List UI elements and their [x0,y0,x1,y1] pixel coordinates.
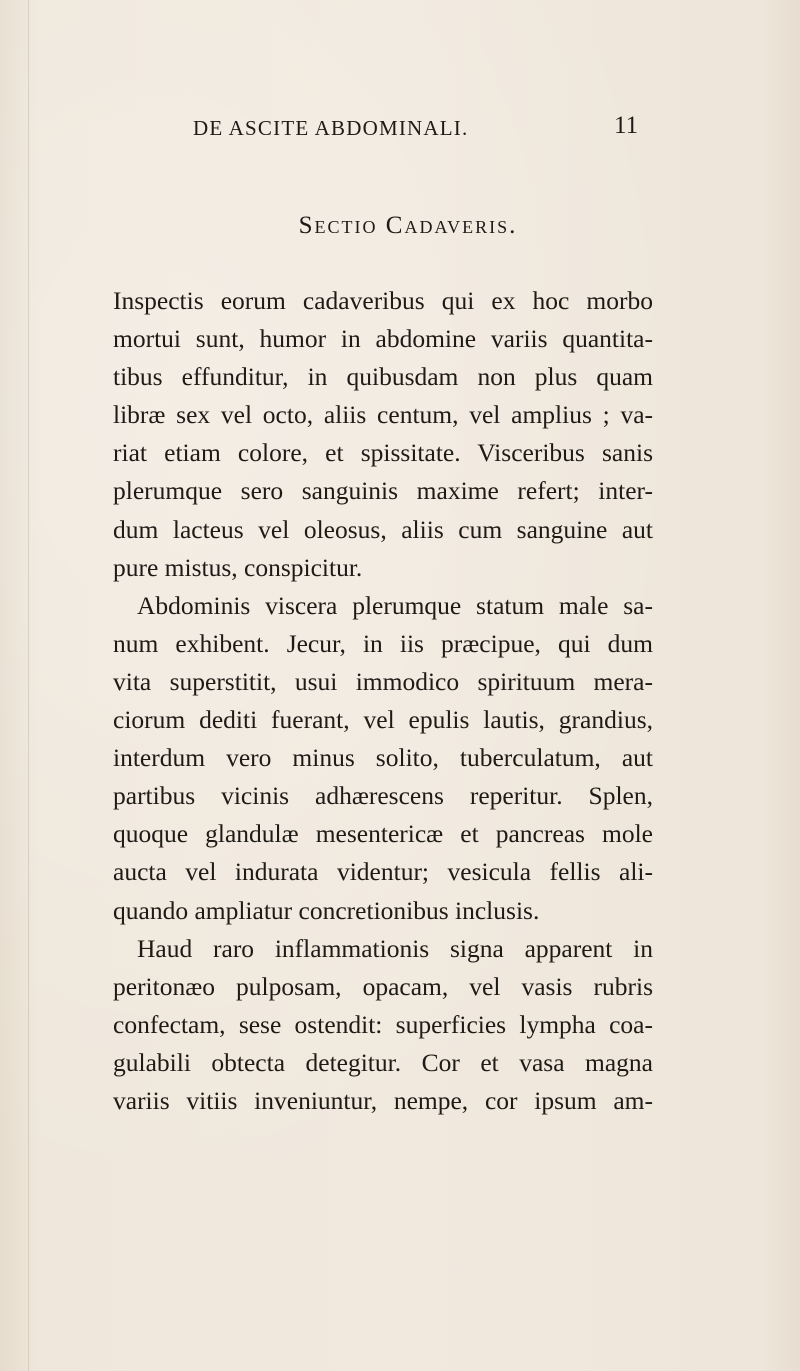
text-line: libræ sex vel octo, aliis centum, vel amplius ; va- [113,400,653,430]
text-line: num exhibent. Jecur, in iis præcipue, qui dum [113,628,653,658]
text-line: dum lacteus vel oleosus, aliis cum sanguine aut [113,514,653,544]
text-line: ciorum dediti fuerant, vel epulis lautis, grandius, [113,705,653,735]
text-line: confectam, sese ostendit: superficies lympha coa- [113,1009,653,1039]
text-line: quoque glandulæ mesentericæ et pancreas mole [113,819,653,849]
text-line: vita superstitit, usui immodico spirituum mera- [113,666,653,696]
text-line: peritonæo pulposam, opacam, vel vasis rubris [113,971,653,1001]
text-line: Inspectis eorum cadaveribus qui ex hoc morbo [113,286,653,315]
running-head [0,108,800,148]
text-line: pure mistus, conspicitur. [113,552,363,582]
text-line: Haud raro inflammationis signa apparent in [137,933,653,963]
text-line: tibus effunditur, in quibusdam non plus quam [113,362,653,392]
section-title: Sectio Cadaveris. [298,212,518,239]
text-line: gulabili obtecta detegitur. Cor et vasa magna [113,1047,653,1077]
text-line: aucta vel indurata videntur; vesicula fellis ali- [113,857,653,887]
text-line: partibus vicinis adhærescens reperitur. Splen, [113,781,653,811]
page-number: 11 [614,112,639,139]
running-title: DE ASCITE ABDOMINALI. [193,116,469,140]
text-line: plerumque sero sanguinis maxime refert; inter- [113,476,653,506]
text-line: quando ampliatur concretionibus inclusis. [113,895,540,925]
text-line: interdum vero minus solito, tuberculatum, aut [113,743,653,773]
body-text [113,282,653,1120]
text-line: variis vitiis inveniuntur, nempe, cor ipsum am- [113,1085,653,1115]
text-line: mortui sunt, humor in abdomine variis quantita- [113,324,653,354]
text-line: riat etiam colore, et spissitate. Visceribus sanis [113,438,653,468]
text-line: Abdominis viscera plerumque statum male sa- [137,590,653,620]
page-gutter [28,0,29,1371]
